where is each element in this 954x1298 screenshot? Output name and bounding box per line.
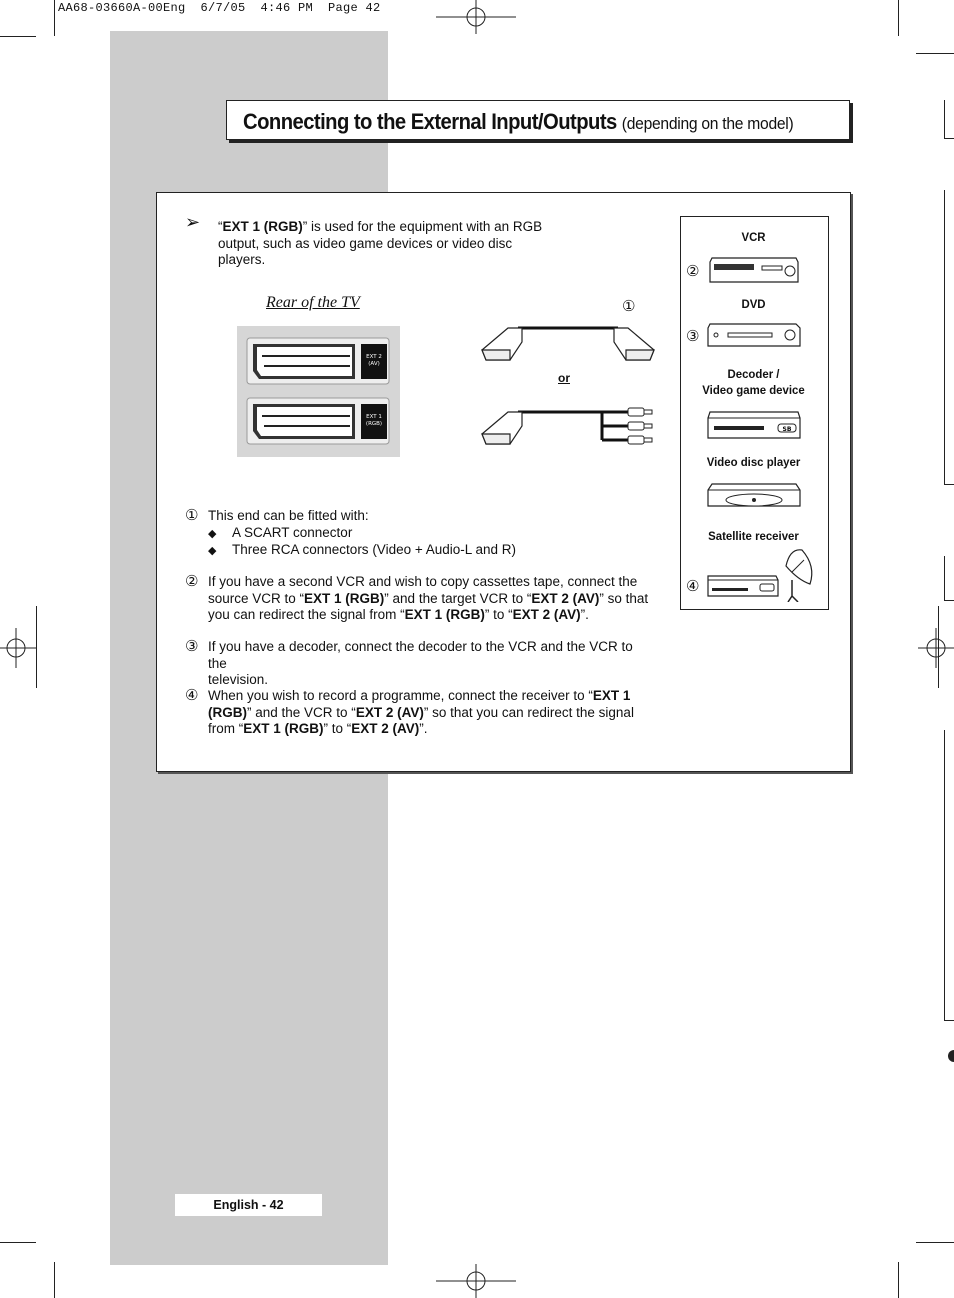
registration-mark-icon [918,628,954,668]
item-1-text: This end can be fitted with: ◆ A SCART connector ◆ Three RCA connectors (Video + Audio-L and R) [208,508,517,557]
title-box [226,100,850,140]
satellite-receiver-icon [706,546,818,602]
sb-badge: SB [782,426,792,433]
scart-label-ext1-sub: (RGB) [365,421,383,427]
device-label-vcr: VCR [741,230,766,244]
registration-mark-icon [0,628,36,668]
scart-label-ext2: EXT 2 [366,354,382,360]
item-marker-2: ② [185,572,199,590]
cable-marker-1: ① [622,297,636,315]
scart-to-scart-cable [482,328,654,360]
page-title-sub: (depending on the model) [621,114,794,133]
scart-to-rca-cable [482,408,652,444]
note-text: “EXT 1 (RGB)” is used for the equipment with an RGB output, such as video game devices or video disc players. [218,219,543,267]
item-marker-3: ③ [185,637,199,655]
item-marker-1: ① [185,506,199,524]
edge-mark-icon [944,1048,954,1064]
note-arrow-icon: ➢ [185,212,201,232]
device-label-decoder: Decoder / Video game device [702,367,805,397]
scart-label-ext1: EXT 1 [366,414,382,420]
cable-diagram [478,320,658,450]
or-label: or [558,371,570,385]
page-title [243,109,793,135]
page-footer [175,1194,322,1216]
dvd-player-icon [706,320,802,348]
item-2-text: If you have a second VCR and wish to copy cassettes tape, connect the source VCR to “EXT 1 (RGB)” and the target VCR to “EXT 2 (AV)” so that you can redirect the signal from “EXT 1 (RGB)” to “EXT 2 (AV)”. [208,574,649,622]
item-3-text: If you have a decoder, connect the decoder to the VCR and the VCR to the television. [208,639,633,687]
tv-rear-panel-image [237,326,400,457]
item-marker-4: ④ [185,686,199,704]
device-marker-2: ② [686,262,700,280]
device-label-satellite: Satellite receiver [708,529,799,543]
page-number: English - 42 [213,1198,284,1212]
page-title-main: Connecting to the External Input/Outputs [243,109,617,134]
video-disc-player-icon [706,478,802,512]
registration-mark-icon [436,0,516,34]
device-label-dvd: DVD [741,297,766,311]
print-header: AA68-03660A-00Eng 6/7/05 4:46 PM Page 42 [58,1,381,15]
device-label-video-disc: Video disc player [706,455,801,469]
device-marker-4: ④ [686,577,700,595]
registration-mark-icon [436,1264,516,1298]
decoder-icon [706,408,802,442]
scart-socket-ext2 [253,344,387,379]
rear-of-tv-label: Rear of the TV [266,294,360,311]
vcr-icon [708,254,800,286]
scart-label-ext2-sub: (AV) [368,361,380,367]
item-4-text: When you wish to record a programme, connect the receiver to “EXT 1 (RGB)” and the VCR to “EXT 2 (AV)” so that you can redirect the signal from “EXT 1 (RGB)” to “EXT 2 (AV)”. [208,688,634,736]
device-marker-3: ③ [686,327,700,345]
